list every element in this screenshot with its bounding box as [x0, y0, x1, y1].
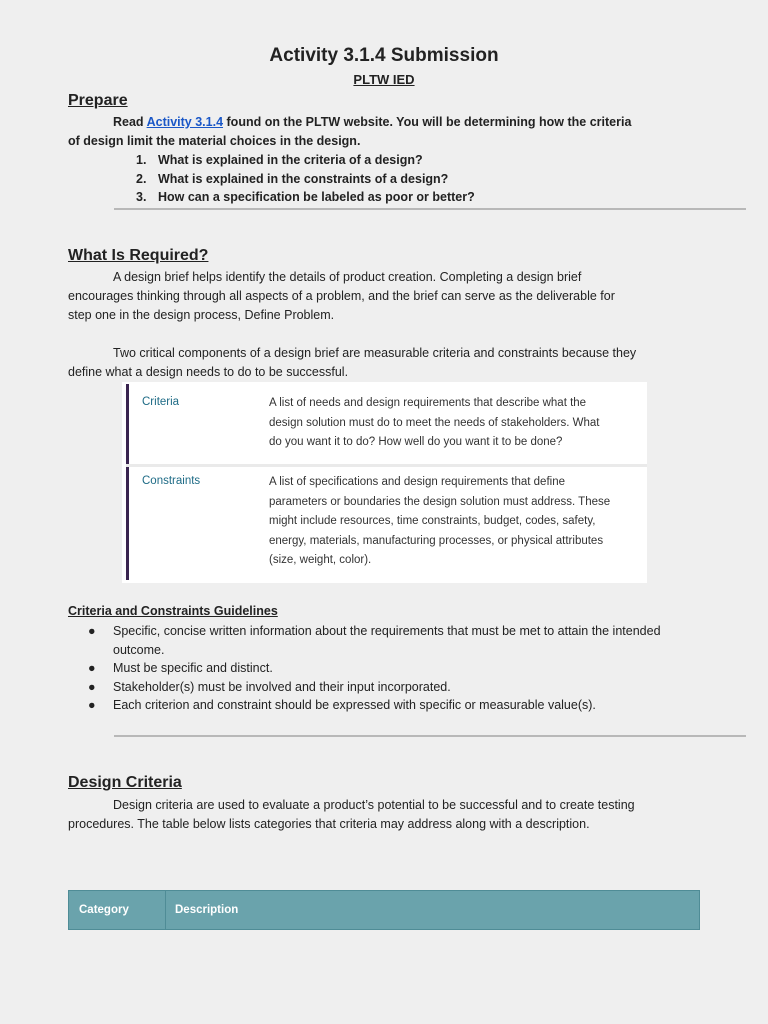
guidelines-list — [88, 622, 688, 715]
paragraph-text: Design criteria are used to evaluate a product’s potential to be successful and to create testing — [113, 798, 635, 812]
section-divider — [114, 208, 746, 210]
column-divider — [165, 891, 166, 929]
paragraph-line: procedures. The table below lists categories that criteria may address along with a description. — [68, 817, 590, 831]
definition-line: A list of needs and design requirements that describe what the — [269, 397, 587, 409]
definition-line: might include resources, time constraints, budget, codes, safety, — [269, 515, 596, 527]
list-item — [88, 659, 688, 678]
guidelines-heading: Criteria and Constraints Guidelines — [68, 604, 278, 618]
definition-line: (size, weight, color). — [269, 554, 372, 566]
section-divider — [114, 735, 746, 737]
definition-line: A list of specifications and design requirements that define — [269, 476, 565, 488]
question-number: 1. — [136, 153, 147, 167]
list-item — [88, 678, 688, 697]
questions-list — [136, 151, 475, 207]
question-text: How can a specification be labeled as poor or better? — [158, 190, 475, 204]
list-item — [88, 696, 688, 715]
list-item-text: Each criterion and constraint should be expressed with specific or measurable value(s). — [113, 698, 596, 713]
term-criteria: Criteria — [142, 396, 180, 408]
paragraph-text: A design brief helps identify the details of product creation. Completing a design brief — [113, 270, 582, 284]
paragraph-line — [68, 796, 748, 815]
header-description: Description — [175, 904, 239, 916]
intro-rest-text: found on the PLTW website. You will be determining how the criteria — [226, 115, 632, 129]
question-number: 2. — [136, 171, 147, 186]
definition-line: parameters or boundaries the design solution must address. These — [269, 495, 611, 508]
definition-line: energy, materials, manufacturing processes, or physical attributes — [269, 534, 604, 547]
bullet-icon: ● — [88, 661, 96, 676]
list-item-text: Must be specific and distinct. — [113, 661, 273, 676]
paragraph-text: Two critical components of a design brief are measurable criteria and constraints because they — [113, 346, 637, 360]
header-category: Category — [79, 904, 129, 916]
page-subtitle: PLTW IED — [353, 72, 415, 87]
list-item-text: Specific, concise written information about the requirements that must be met to attain the intended outcome. — [113, 624, 661, 657]
definition-line: design solution must do to meet the needs of stakeholders. What — [269, 416, 600, 429]
question-item — [136, 170, 475, 189]
question-text: What is explained in the criteria of a design? — [158, 153, 423, 167]
list-item-text: Stakeholder(s) must be involved and their input incorporated. — [113, 679, 451, 694]
list-item — [88, 622, 688, 659]
definition-constraints — [269, 473, 634, 571]
page-title: Activity 3.1.4 Submission — [269, 45, 499, 66]
paragraph-line: step one in the design process, Define Problem. — [68, 308, 335, 322]
required-paragraph-2 — [68, 344, 748, 382]
paragraph-line: define what a design needs to do to be successful. — [68, 365, 349, 379]
prepare-intro — [68, 113, 748, 151]
intro-read-text: Read — [113, 115, 144, 129]
row-separator — [126, 464, 647, 467]
prepare-intro-line-1 — [68, 113, 748, 132]
paragraph-line: encourages thinking through all aspects of a problem, and the brief can serve as the deliverable for — [68, 289, 615, 303]
criteria-constraints-table — [122, 382, 647, 583]
design-criteria-heading: Design Criteria — [68, 774, 182, 791]
paragraph-line — [68, 344, 748, 363]
accent-bar — [126, 384, 129, 580]
bullet-icon: ● — [88, 624, 96, 638]
term-constraints: Constraints — [142, 475, 201, 487]
required-heading: What Is Required? — [68, 247, 209, 264]
paragraph-line — [68, 268, 748, 287]
bullet-icon: ● — [88, 698, 96, 713]
prepare-intro-line-2: of design limit the material choices in the design. — [68, 134, 361, 148]
required-paragraph-1 — [68, 268, 748, 325]
question-text: What is explained in the constraints of a design? — [158, 171, 449, 186]
definition-line: do you want it to do? How well do you want it to be done? — [269, 436, 563, 448]
definition-criteria — [269, 394, 634, 453]
question-item — [136, 151, 475, 170]
design-criteria-paragraph — [68, 796, 748, 834]
bullet-icon: ● — [88, 679, 96, 694]
question-item — [136, 188, 475, 207]
category-table-header — [68, 890, 700, 930]
question-number: 3. — [136, 190, 147, 204]
activity-link[interactable]: Activity 3.1.4 — [146, 115, 224, 129]
prepare-heading: Prepare — [68, 92, 128, 109]
